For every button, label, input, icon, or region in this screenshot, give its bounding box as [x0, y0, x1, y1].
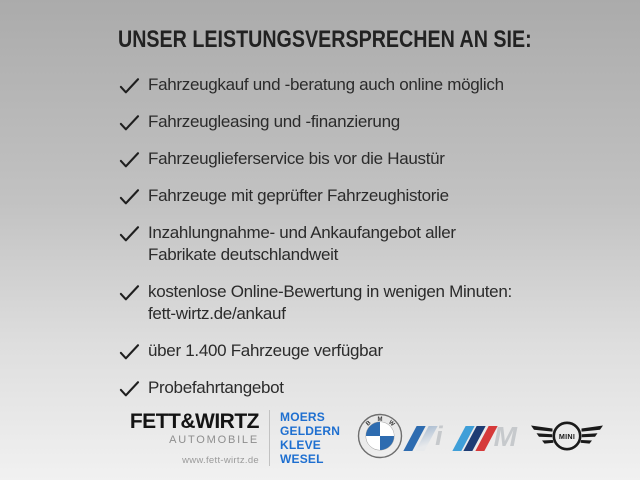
svg-text:M: M	[377, 416, 383, 423]
checkmark-icon	[118, 343, 140, 361]
list-item-text	[148, 185, 449, 207]
checkmark-icon	[118, 225, 140, 243]
dealer-website: www.fett-wirtz.de	[182, 454, 259, 466]
list-item-line: Fabrikate deutschlandweit	[148, 245, 339, 264]
list-item	[118, 148, 640, 170]
bmw-i-icon	[410, 420, 443, 453]
checkmark-icon	[118, 114, 140, 132]
list-item	[118, 74, 640, 96]
bmw-m-letter: M	[493, 420, 516, 452]
list-item-line: Fahrzeuge mit geprüfter Fahrzeughistorie	[148, 186, 449, 205]
location-label: MOERS	[280, 410, 326, 424]
svg-text:MINI: MINI	[558, 431, 576, 441]
list-item-text	[148, 148, 445, 170]
list-item-text	[148, 377, 284, 399]
list-item-line: Inzahlungnahme- und Ankaufangebot aller	[148, 223, 456, 242]
dealer-name: FETT&WIRTZ	[129, 409, 259, 433]
list-item	[118, 111, 640, 133]
bmw-i-letter: i	[435, 420, 443, 451]
list-item-line: fett-wirtz.de/ankauf	[148, 304, 286, 323]
list-item-line: Fahrzeugleasing und -finanzierung	[148, 112, 400, 131]
checkmark-icon	[118, 188, 140, 206]
dealer-subtitle: AUTOMOBILE	[169, 433, 259, 446]
location-label: WESEL	[280, 452, 324, 466]
dealer-locations	[280, 410, 340, 466]
list-item-text	[148, 340, 383, 362]
location-label: GELDERN	[280, 424, 341, 438]
dealer-logo	[121, 411, 259, 466]
checkmark-icon	[118, 380, 140, 398]
svg-text:W: W	[387, 419, 396, 428]
promo-panel	[118, 26, 640, 414]
list-item	[118, 281, 640, 325]
list-item-line: über 1.400 Fahrzeuge verfügbar	[148, 341, 383, 360]
bmw-m-icon	[459, 420, 516, 453]
list-item-text	[148, 74, 504, 96]
list-item	[118, 222, 640, 266]
bmw-roundel-icon	[357, 413, 403, 464]
list-item-text	[148, 281, 512, 325]
list-item-text	[148, 222, 456, 266]
checkmark-icon	[118, 77, 140, 95]
list-item-line: kostenlose Online-Bewertung in wenigen Minuten:	[148, 282, 512, 301]
svg-text:B: B	[365, 419, 373, 427]
list-item	[118, 377, 640, 399]
mini-wings-icon	[530, 415, 604, 462]
list-item-line: Fahrzeuglieferservice bis vor die Haustür	[148, 149, 445, 168]
vertical-divider	[269, 410, 270, 466]
list-item-line: Probefahrtangebot	[148, 378, 284, 397]
checkmark-icon	[118, 284, 140, 302]
list-item	[118, 340, 640, 362]
checkmark-icon	[118, 151, 140, 169]
list-item	[118, 185, 640, 207]
list-item-text	[148, 111, 400, 133]
location-label: KLEVE	[280, 438, 322, 452]
list-item-line: Fahrzeugkauf und -beratung auch online möglich	[148, 75, 504, 94]
page-title: UNSER LEISTUNGSVERSPRECHEN AN SIE:	[118, 26, 532, 53]
footer-logo-bar	[121, 406, 604, 470]
